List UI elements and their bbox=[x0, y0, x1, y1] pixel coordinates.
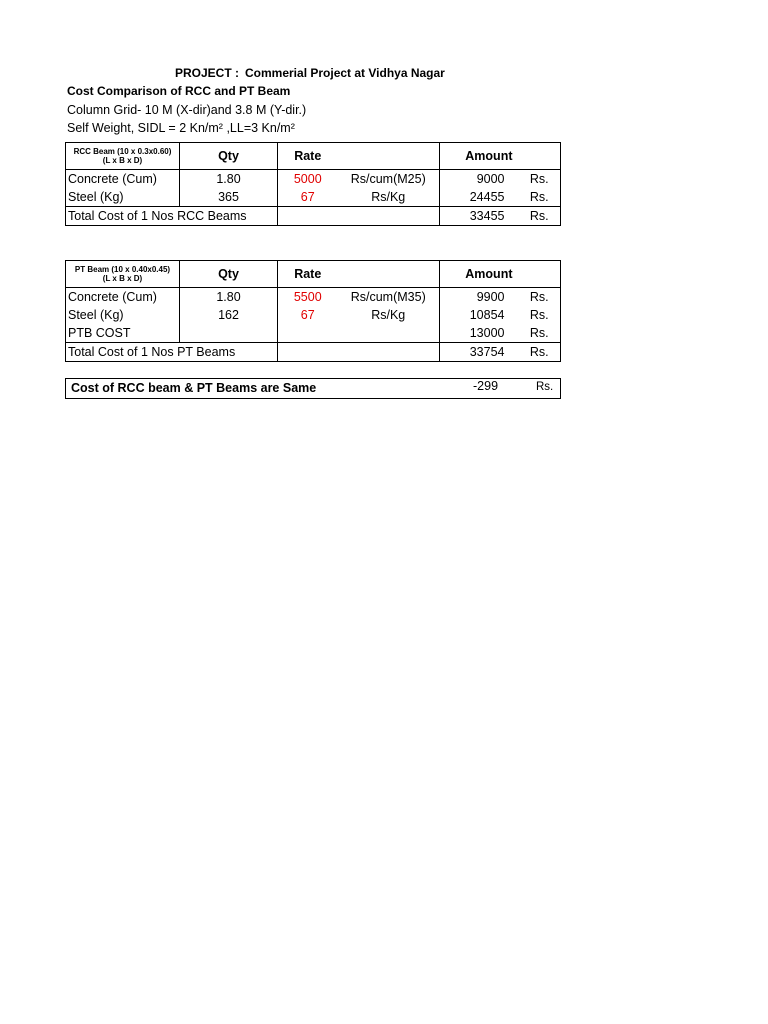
rate-unit: Rs/Kg bbox=[338, 188, 440, 207]
rcc-qty-header: Qty bbox=[180, 143, 278, 170]
summary-box bbox=[65, 378, 561, 399]
qty-value: 365 bbox=[180, 188, 278, 207]
rcc-title: RCC Beam (10 x 0.3x0.60) bbox=[73, 147, 172, 156]
amount-value: 9900 bbox=[440, 288, 519, 307]
summary-label: Cost of RCC beam & PT Beams are Same bbox=[71, 381, 317, 395]
project-label: PROJECT : bbox=[175, 66, 240, 80]
rate-unit: Rs/cum(M25) bbox=[338, 170, 440, 189]
rcc-rate-header: Rate bbox=[278, 143, 338, 170]
currency: Rs. bbox=[519, 288, 561, 307]
rate-value bbox=[278, 324, 338, 343]
total-label: Total Cost of 1 Nos PT Beams bbox=[66, 343, 278, 362]
load-line: Self Weight, SIDL = 2 Kn/m² ,LL=3 Kn/m² bbox=[67, 121, 295, 135]
table-row bbox=[66, 188, 561, 207]
currency: Rs. bbox=[519, 306, 561, 324]
qty-value bbox=[180, 324, 278, 343]
total-amount: 33455 bbox=[440, 207, 519, 226]
amount-value: 9000 bbox=[440, 170, 519, 189]
rate-value: 5500 bbox=[278, 288, 338, 307]
qty-value: 1.80 bbox=[180, 288, 278, 307]
currency: Rs. bbox=[519, 324, 561, 343]
rate-value: 67 bbox=[278, 306, 338, 324]
pt-rate-header: Rate bbox=[278, 261, 338, 288]
amount-value: 13000 bbox=[440, 324, 519, 343]
pt-title-cell bbox=[66, 261, 180, 288]
pt-table bbox=[65, 260, 561, 362]
rate-unit: Rs/cum(M35) bbox=[338, 288, 440, 307]
table-row bbox=[66, 324, 561, 343]
summary-amount: -299 bbox=[473, 379, 499, 393]
currency: Rs. bbox=[519, 207, 561, 226]
rate-unit: Rs/Kg bbox=[338, 306, 440, 324]
item-name: Steel (Kg) bbox=[66, 188, 180, 207]
item-name: Concrete (Cum) bbox=[66, 170, 180, 189]
pt-title: PT Beam (10 x 0.40x0.45) bbox=[74, 265, 171, 274]
item-name: Concrete (Cum) bbox=[66, 288, 180, 307]
currency: Rs. bbox=[519, 343, 561, 362]
item-name: PTB COST bbox=[66, 324, 180, 343]
item-name: Steel (Kg) bbox=[66, 306, 180, 324]
rcc-title-cell bbox=[66, 143, 180, 170]
pt-header-row bbox=[66, 261, 561, 288]
pt-amount-header: Amount bbox=[440, 261, 519, 288]
pt-qty-header: Qty bbox=[180, 261, 278, 288]
amount-value: 10854 bbox=[440, 306, 519, 324]
total-amount: 33754 bbox=[440, 343, 519, 362]
title-line: Cost Comparison of RCC and PT Beam bbox=[67, 84, 291, 98]
table-row bbox=[66, 170, 561, 189]
summary-currency: Rs. bbox=[536, 381, 554, 393]
currency: Rs. bbox=[519, 170, 561, 189]
pt-total-row bbox=[66, 343, 561, 362]
project-name: Commerial Project at Vidhya Nagar bbox=[245, 66, 445, 80]
rate-unit bbox=[338, 324, 440, 343]
total-label: Total Cost of 1 Nos RCC Beams bbox=[66, 207, 278, 226]
pt-subtitle: (L x B x D) bbox=[102, 274, 143, 283]
rcc-table bbox=[65, 142, 561, 226]
rate-value: 5000 bbox=[278, 170, 338, 189]
amount-value: 24455 bbox=[440, 188, 519, 207]
rcc-total-row bbox=[66, 207, 561, 226]
qty-value: 1.80 bbox=[180, 170, 278, 189]
rcc-amount-header: Amount bbox=[440, 143, 519, 170]
grid-line: Column Grid- 10 M (X-dir)and 3.8 M (Y-dir.) bbox=[67, 103, 307, 117]
currency: Rs. bbox=[519, 188, 561, 207]
table-row bbox=[66, 288, 561, 307]
table-row bbox=[66, 306, 561, 324]
rate-value: 67 bbox=[278, 188, 338, 207]
rcc-header-row bbox=[66, 143, 561, 170]
qty-value: 162 bbox=[180, 306, 278, 324]
rcc-subtitle: (L x B x D) bbox=[102, 156, 143, 165]
